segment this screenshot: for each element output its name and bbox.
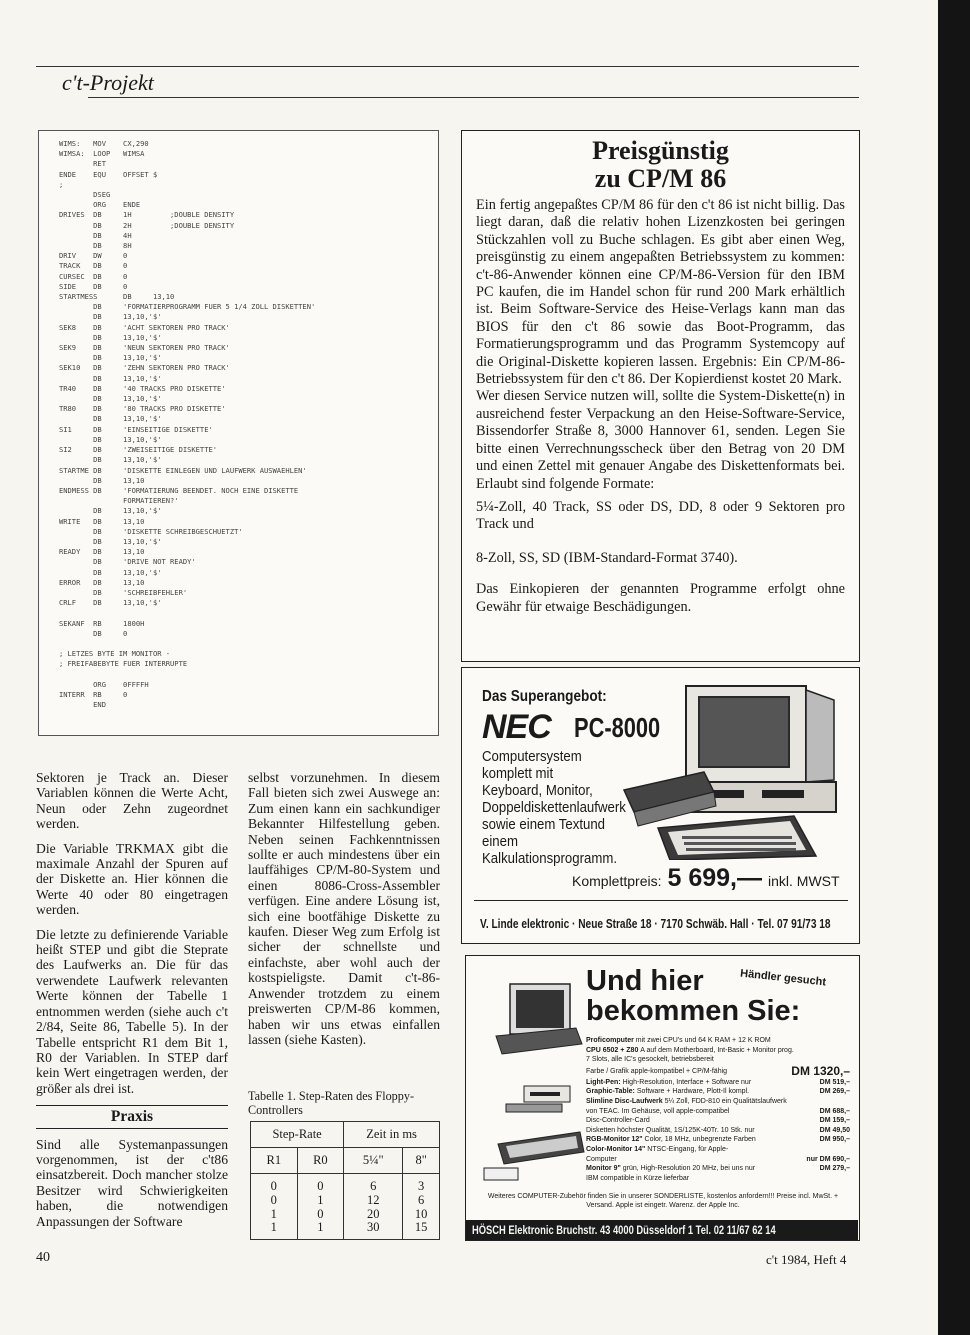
col1-paragraph-4: Sind alle Systemanpassungen vorgenommen, ist der c't86 einsatzbereit. Doch mancher stolze Besitzer wird Schwierigkeiten haben, die notwendigen Anpassungen der Software xyxy=(36,1136,228,1229)
box-title-line2: zu CP/M 86 xyxy=(594,164,727,193)
price-list-item-detail: Color, 18 MHz, unbegrenzte Farben xyxy=(644,1136,756,1144)
price-list-item-text xyxy=(586,1097,787,1107)
nec-price-line xyxy=(572,864,840,893)
table-cell: 30 xyxy=(344,1221,403,1239)
hoesch-price-list xyxy=(586,1036,850,1183)
table-header-step-rate: Step-Rate xyxy=(251,1122,344,1148)
price-list-item-name: Slimline Disc-Laufwerk xyxy=(586,1097,665,1105)
table-caption: Tabelle 1. Step-Raten des Floppy-Controllers xyxy=(248,1089,415,1117)
table-cell: 1 xyxy=(297,1221,344,1239)
price-list-item xyxy=(586,1107,850,1117)
page-number: 40 xyxy=(36,1250,50,1265)
price-list-item-text xyxy=(586,1046,794,1056)
price-list-item xyxy=(586,1065,850,1078)
hoesch-title-line2: bekommen Sie: xyxy=(586,995,801,1027)
box-format-2: 8-Zoll, SS, SD (IBM-Standard-Format 3740). xyxy=(476,549,738,566)
nec-model: PC-8000 xyxy=(574,712,661,743)
price-list-item xyxy=(586,1036,850,1046)
table-cell: 10 xyxy=(403,1208,440,1222)
nec-footer-rule xyxy=(474,900,848,901)
issue-label: c't 1984, Heft 4 xyxy=(766,1252,847,1267)
table-row xyxy=(251,1221,440,1239)
price-list-item-price: DM 159,– xyxy=(819,1117,850,1125)
table-cell: 0 xyxy=(297,1174,344,1194)
price-list-item xyxy=(586,1126,850,1136)
table-cell: 1 xyxy=(251,1208,298,1222)
scan-edge xyxy=(938,0,970,1335)
price-list-item-detail: 5¼ Zoll, FDD-810 ein Qualitätslaufwerk xyxy=(664,1097,787,1105)
price-list-item xyxy=(586,1135,850,1145)
table-cell: 0 xyxy=(251,1194,298,1208)
price-list-item-text xyxy=(586,1055,714,1065)
price-list-item-detail: NTSC-Eingang, für Apple- xyxy=(647,1145,729,1153)
table-cell: 3 xyxy=(403,1174,440,1194)
price-list-item-detail: A auf dem Motherboard, Int-Basic + Monitor prog. xyxy=(640,1046,794,1054)
price-list-item-price: DM 688,– xyxy=(819,1107,850,1115)
price-list-item-detail: Disketten höchster Qualität, 1S/125K-40Tr. 10 Stk. nur xyxy=(586,1126,755,1134)
table-cell: 15 xyxy=(403,1221,440,1239)
price-list-item-price: DM 279,– xyxy=(819,1165,850,1173)
price-list-item-detail: von TEAC. Im Gehäuse, voll apple-compatibel xyxy=(586,1107,730,1115)
price-list-item-detail: High-Resolution, Interface + Software nur xyxy=(622,1078,752,1086)
nec-advertisement xyxy=(461,667,860,944)
price-list-item-name: CPU 6502 + Z80 xyxy=(586,1046,641,1054)
hoesch-title-line1: Und hier xyxy=(586,965,704,997)
price-list-item-name: Color-Monitor 14" xyxy=(586,1145,648,1153)
price-list-item-price: DM 519,– xyxy=(819,1078,850,1086)
hoesch-product-illustrations xyxy=(476,968,586,1188)
nec-tagline: Das Superangebot: xyxy=(482,688,607,705)
box-paragraph-2: Wer diesen Service nutzen will, sollte die System-Diskette(n) in ausreichend fester Verpackung an den Heise-Software-Service, Bissendorfer Straße 8, 3000 Hannover 61, senden. Legen Sie bitte einen Verrechnungsscheck über den Betrag von 20 DM und einen Zettel mit genauer Angabe des Diskettenformats bei. Erlaubt sind folgende Formate: xyxy=(476,388,845,492)
price-list-item xyxy=(586,1164,850,1174)
step-rate-table xyxy=(250,1121,440,1240)
table-cell: 1 xyxy=(297,1194,344,1208)
cpm86-info-box xyxy=(461,130,860,662)
listing-code: WIMS: MOV CX,290 WIMSA: LOOP WIMSA RET ENDE EQU OFFSET $ ; DSEG ORG ENDE DRIVES DB 1H ;DOUBLE DENSITY DB 2H ;DOUBLE DENSITY DB 4H DB 8H DRIV DW 0 TRACK DB 0 CURSEC DB 0 SIDE DB 0 STARTMESS DB 13,10 DB 'FORMATIERPROGRAMM FUER 5 1/4 ZOLL DISKETTEN' DB 13,10,'$' SEK8 DB 'ACHT SEKTOREN PRO TRACK' DB 13,10,'$' SEK9 DB 'NEUN SEKTOREN PRO TRACK' DB 13,10,'$' SEK10 DB 'ZEHN SEKTOREN PRO TRACK' DB 13,10,'$' TR40 DB '40 TRACKS PRO DISKETTE' DB 13,10,'$' TR80 DB '80 TRACKS PRO DISKETTE' DB 13,10,'$' SI1 DB 'EINSEITIGE DISKETTE' DB 13,10,'$' SI2 DB 'ZWEISEITIGE DISKETTE' DB 13,10,'$' STARTME DB 'DISKETTE EINLEGEN UND LAUFWERK AUSWAEHLEN' DB 13,10 ENDMESS DB 'FORMATIERUNG BEENDET. NOCH EINE DISKETTE FORMATIEREN?' DB 13,10,'$' WRITE DB 13,10 DB 'DISKETTE SCHREIBGESCHUETZT' DB 13,10,'$' READY DB 13,10 DB 'DRIVE NOT READY' DB 13,10,'$' ERROR DB 13,10 DB 'SCHREIBFEHLER' CRLF DB 13,10,'$' SEKANF RB 1800H DB 0 ; LETZES BYTE IM MONITOR - ; FREIFABEBYTE FUER INTERRUPTE ORG 0FFFFH INTERR RB 0 END xyxy=(59,139,316,710)
hoesch-dealer-wanted: Händler gesucht xyxy=(739,967,827,989)
price-list-item-text xyxy=(586,1116,650,1126)
table-cell: 0 xyxy=(251,1174,298,1194)
price-list-item-detail: grün, High-Resolution 20 MHz, bei uns nur xyxy=(622,1165,756,1173)
box-format-1: 5¼-Zoll, 40 Track, SS oder DS, DD, 8 oder 9 Sektoren pro Track und xyxy=(476,498,845,533)
price-list-item-detail: mit zwei CPU's und 64 K RAM + 12 K ROM xyxy=(635,1037,771,1044)
price-list-item-text xyxy=(586,1126,755,1136)
price-list-item-text xyxy=(586,1065,727,1078)
price-list-item-price: DM 1320,– xyxy=(791,1064,850,1078)
table-col-r0: R0 xyxy=(297,1148,344,1174)
price-list-item-text xyxy=(586,1155,617,1165)
price-list-item xyxy=(586,1155,850,1165)
price-list-item-name: Light-Pen: xyxy=(586,1078,623,1086)
price-list-item-detail: Farbe / Grafik apple-kompatibel + CP/M-fähig xyxy=(586,1067,728,1075)
hoesch-advertisement xyxy=(465,955,860,1241)
box-paragraph-1: Ein fertig angepaßtes CP/M 86 für den c't 86 ist nicht billig. Das liegt daran, daß die relativ hohen Lizenzkosten bei geringen Stückzahlen voll zu Buche schlagen. Es gibt aber einen Weg, preisgünstig zu einem angepaßten Betriebssystem zu kommen: c't-86-Anwender können eine CP/M-86-Version für den IBM PC kaufen, die im Handel schon für rund 200 Mark erhältlich ist. Beim Software-Service des Heise-Verlags kann man das BIOS für den c't 86 sowie das Boot-Programm, das Formatierungsprogramm und das Programm Systemcopy auf die Original-Diskette kopieren lassen. Ergebnis: Ein CP/M-86-Betriebssystem für den c't 86. Der Kopierdienst kostet 20 Mark. xyxy=(476,197,845,388)
price-list-item-text xyxy=(586,1145,728,1155)
nec-brand: NEC xyxy=(482,708,551,746)
article-column-1 xyxy=(36,770,228,1238)
table-row xyxy=(251,1194,440,1208)
price-list-item-price: DM 269,– xyxy=(819,1088,850,1096)
nec-description: Computersystem komplett mit Keyboard, Monitor, Doppeldiskettenlaufwerk sowie einem Textund einem Kalkulationsprogramm. xyxy=(482,748,626,867)
price-list-item-price: DM 49,50 xyxy=(819,1126,850,1134)
price-list-item-text xyxy=(586,1087,749,1097)
box-title-line1: Preisgünstig xyxy=(592,136,729,165)
table-cell: 0 xyxy=(297,1208,344,1222)
header-rule-bottom xyxy=(88,97,859,98)
col1-paragraph-2: Die Variable TRKMAX gibt die maximale Anzahl der Spuren auf der Diskette an. Hier können die Werte 40 oder 80 eingetragen werden. xyxy=(36,840,228,918)
price-list-item-text xyxy=(586,1036,771,1046)
table-cell: 1 xyxy=(251,1221,298,1239)
price-list-item xyxy=(586,1078,850,1088)
header-rule-top xyxy=(36,66,859,67)
table-col-r1: R1 xyxy=(251,1148,298,1174)
price-list-item xyxy=(586,1087,850,1097)
price-list-item xyxy=(586,1145,850,1155)
price-list-item-price: nur DM 690,– xyxy=(806,1155,850,1163)
nec-price-label: Komplettpreis: xyxy=(572,873,662,889)
price-list-item-detail: Computer xyxy=(586,1155,617,1163)
heading-praxis: Praxis xyxy=(36,1105,228,1128)
table-header-time: Zeit in ms xyxy=(344,1122,440,1148)
price-list-item-name: Graphic-Table: xyxy=(586,1088,637,1096)
assembler-listing xyxy=(38,130,439,736)
price-list-item-name: Monitor 9" xyxy=(586,1165,623,1173)
table-cell: 6 xyxy=(344,1174,403,1194)
table-row xyxy=(251,1208,440,1222)
box-paragraph-3: Das Einkopieren der genannten Programme erfolgt ohne Gewähr für etwaige Beschädigungen. xyxy=(476,581,845,615)
price-list-item xyxy=(586,1097,850,1107)
price-list-item-detail: Disc-Controller-Card xyxy=(586,1117,650,1125)
price-list-item xyxy=(586,1046,850,1056)
price-list-item-name: Proficomputer xyxy=(586,1037,636,1044)
nec-computer-illustration xyxy=(594,680,854,860)
price-list-item-text xyxy=(586,1078,751,1088)
price-list-item xyxy=(586,1055,850,1065)
article-column-2 xyxy=(248,770,440,1047)
table-cell: 6 xyxy=(403,1194,440,1208)
table-row xyxy=(251,1174,440,1194)
hoesch-address: HÖSCH Elektronic Bruchstr. 43 4000 Düsseldorf 1 Tel. 02 11/67 62 14 xyxy=(472,1223,776,1237)
col2-paragraph-1: selbst vorzunehmen. In diesem Fall bieten sich zwei Auswege an: Zum einen kann ein sachkundiger Bekannter Hilfestellung geben. Neben seinen Fachkenntnissen sollte er auch mindestens über ein lauffähiges CP/M-80-System und einen 8086-Cross-Assembler verfügen. Eine andere Lösung ist, sich eine bootfähige Diskette zu kaufen. Dieser Weg zum Erfolg ist sicher der schnellste und einfachste, aber wohl auch der kostspieligste. Damit c't-86-Anwender trotzdem zu einem preiswerten CP/M-86 kommen, haben wir uns etwas einfallen lassen (siehe Kasten). xyxy=(248,770,440,1047)
col1-paragraph-1: Sektoren je Track an. Dieser Variablen können die Werte Acht, Neun oder Zehn zugeordnet werden. xyxy=(36,770,228,832)
price-list-item-detail: 7 Slots, alle IC's gesockelt, betriebsbereit xyxy=(586,1056,714,1064)
hoesch-address-bar xyxy=(466,1220,858,1240)
price-list-item xyxy=(586,1116,850,1126)
table-col-8inch: 8" xyxy=(403,1148,440,1174)
price-list-item xyxy=(586,1174,850,1184)
price-list-item-text xyxy=(586,1164,755,1174)
nec-price-note: inkl. MWST xyxy=(768,873,840,889)
hoesch-note: Weiteres COMPUTER-Zubehör finden Sie in unserer SONDERLISTE, kostenlos anfordern!!! Preise incl. MwSt. + Versand. Apple ist eingetr. Warenz. der Apple Inc. xyxy=(487,1193,839,1209)
col1-paragraph-3: Die letzte zu definierende Variable heißt STEP und gibt die Steprate des Laufwerks an. Die für das verwendete Laufwerk relevanten Werte können der Tabelle 1 entnommen werden (siehe auch c't 2/84, Seite 86, Tabelle 5). In der Tabelle entspricht R1 dem Bit 1, R0 der Variablen. In STEP darf kein Wert eingetragen werden, der größer als drei ist. xyxy=(36,926,228,1096)
price-list-item-name: RGB-Monitor 12" xyxy=(586,1136,645,1144)
price-list-item-text xyxy=(586,1174,689,1184)
nec-dealer-address: V. Linde elektronic · Neue Straße 18 · 7170 Schwäb. Hall · Tel. 07 91/73 18 xyxy=(480,916,831,931)
table-col-5inch: 5¼" xyxy=(344,1148,403,1174)
table-cell: 20 xyxy=(344,1208,403,1222)
section-title: c't-Projekt xyxy=(62,70,154,95)
nec-price: 5 699,— xyxy=(667,864,762,892)
price-list-item-text xyxy=(586,1135,756,1145)
price-list-item-price: DM 950,– xyxy=(819,1136,850,1144)
price-list-item-detail: Software + Hardware, Plott-Il kompl. xyxy=(636,1088,750,1096)
table-cell: 12 xyxy=(344,1194,403,1208)
section-header xyxy=(36,66,859,100)
price-list-item-text xyxy=(586,1107,729,1117)
price-list-item-detail: IBM compatible in Kürze lieferbar xyxy=(586,1174,690,1182)
